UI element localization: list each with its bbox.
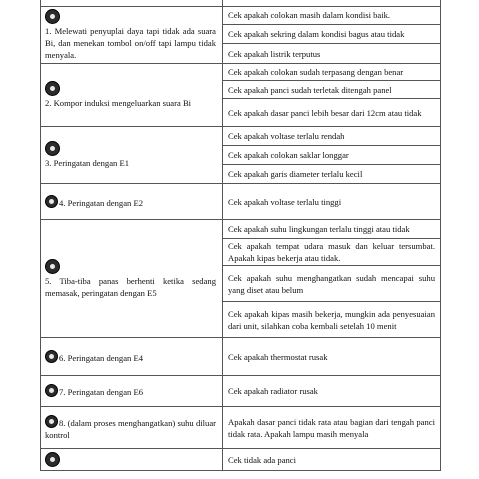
check-cell: Cek apakah dasar panci lebih besar dari 12cm atau tidak: [223, 99, 441, 127]
table-row: [41, 7, 441, 25]
check-cell: Cek apakah voltase terlalu tinggi: [223, 184, 441, 220]
check-cell: Cek apakah radiator rusak: [223, 376, 441, 407]
check-cell: Cek apakah voltase terlalu rendah: [223, 127, 441, 146]
table-row: [41, 220, 441, 239]
problem-text: 6. Peringatan dengan E4: [59, 352, 144, 363]
problem-cell: [41, 220, 223, 338]
check-cell: Cek apakah tempat udara masuk dan keluar tersumbat. Apakah kipas bekerja atau tidak.: [223, 239, 441, 266]
warning-bullet-icon: [45, 81, 60, 96]
table-row: [41, 184, 441, 220]
problem-cell: [41, 407, 223, 449]
check-cell: Cek apakah colokan masih dalam kondisi baik.: [223, 7, 441, 25]
warning-bullet-icon: [45, 350, 58, 363]
troubleshooting-table: [40, 0, 441, 471]
problem-cell: [41, 376, 223, 407]
warning-bullet-icon: [45, 9, 60, 24]
check-cell: Apakah dasar panci tidak rata atau bagian dari tengah panci tidak rata. Apakah lampu masih menyala: [223, 407, 441, 449]
table-row: [41, 127, 441, 146]
problem-text: 5. Tiba-tiba panas berhenti ketika sedang memasak, peringatan dengan E5: [45, 275, 216, 298]
check-cell: Cek apakah suhu lingkungan terlalu tinggi atau tidak: [223, 220, 441, 239]
warning-bullet-icon: [45, 384, 58, 397]
problem-cell: [41, 184, 223, 220]
check-cell: Cek tidak ada panci: [223, 449, 441, 471]
check-cell: Cek apakah thermostat rusak: [223, 338, 441, 376]
problem-cell: [41, 7, 223, 64]
check-cell: Cek apakah sekring dalam kondisi bagus atau tidak: [223, 24, 441, 44]
problem-cell: [41, 127, 223, 184]
warning-bullet-icon: [45, 195, 58, 208]
check-cell: Cek apakah suhu menghangatkan sudah mencapai suhu yang diset atau belum: [223, 266, 441, 302]
table-row: [41, 338, 441, 376]
check-cell: Cek apakah listrik terputus: [223, 44, 441, 64]
warning-bullet-icon: [45, 141, 60, 156]
check-cell: Cek apakah panci sudah terletak ditengah panel: [223, 81, 441, 99]
warning-bullet-icon: [45, 259, 60, 274]
problem-cell: [41, 449, 223, 471]
problem-text: 8. (dalam proses menghangatkan) suhu diluar kontrol: [45, 417, 216, 440]
table-row: [41, 376, 441, 407]
problem-cell: [41, 338, 223, 376]
problem-cell: [41, 64, 223, 127]
check-cell: Cek apakah kipas masih bekerja, mungkin ada penyesuaian dari unit, silahkan coba kembali setelah 10 menit: [223, 302, 441, 338]
problem-text: 4. Peringatan dengan E2: [59, 197, 144, 208]
problem-text: 1. Melewati penyuplai daya tapi tidak ada suara Bi, dan menekan tombol on/off tapi lampu tidak menyala.: [45, 26, 216, 60]
check-cell: Cek apakah colokan saklar longgar: [223, 146, 441, 165]
problem-text: 2. Kompor induksi mengeluarkan suara Bi: [45, 98, 192, 108]
warning-bullet-icon: [45, 415, 58, 428]
check-cell: Cek apakah garis diameter terlalu kecil: [223, 165, 441, 184]
problem-text: 7. Peringatan dengan E6: [59, 387, 144, 397]
table-row: [41, 64, 441, 81]
warning-bullet-icon: [45, 452, 60, 467]
problem-text: 3. Peringatan dengan E1: [45, 158, 130, 168]
check-cell: Cek apakah colokan sudah terpasang dengan benar: [223, 64, 441, 81]
table-row: [41, 449, 441, 471]
table-row: [41, 407, 441, 449]
